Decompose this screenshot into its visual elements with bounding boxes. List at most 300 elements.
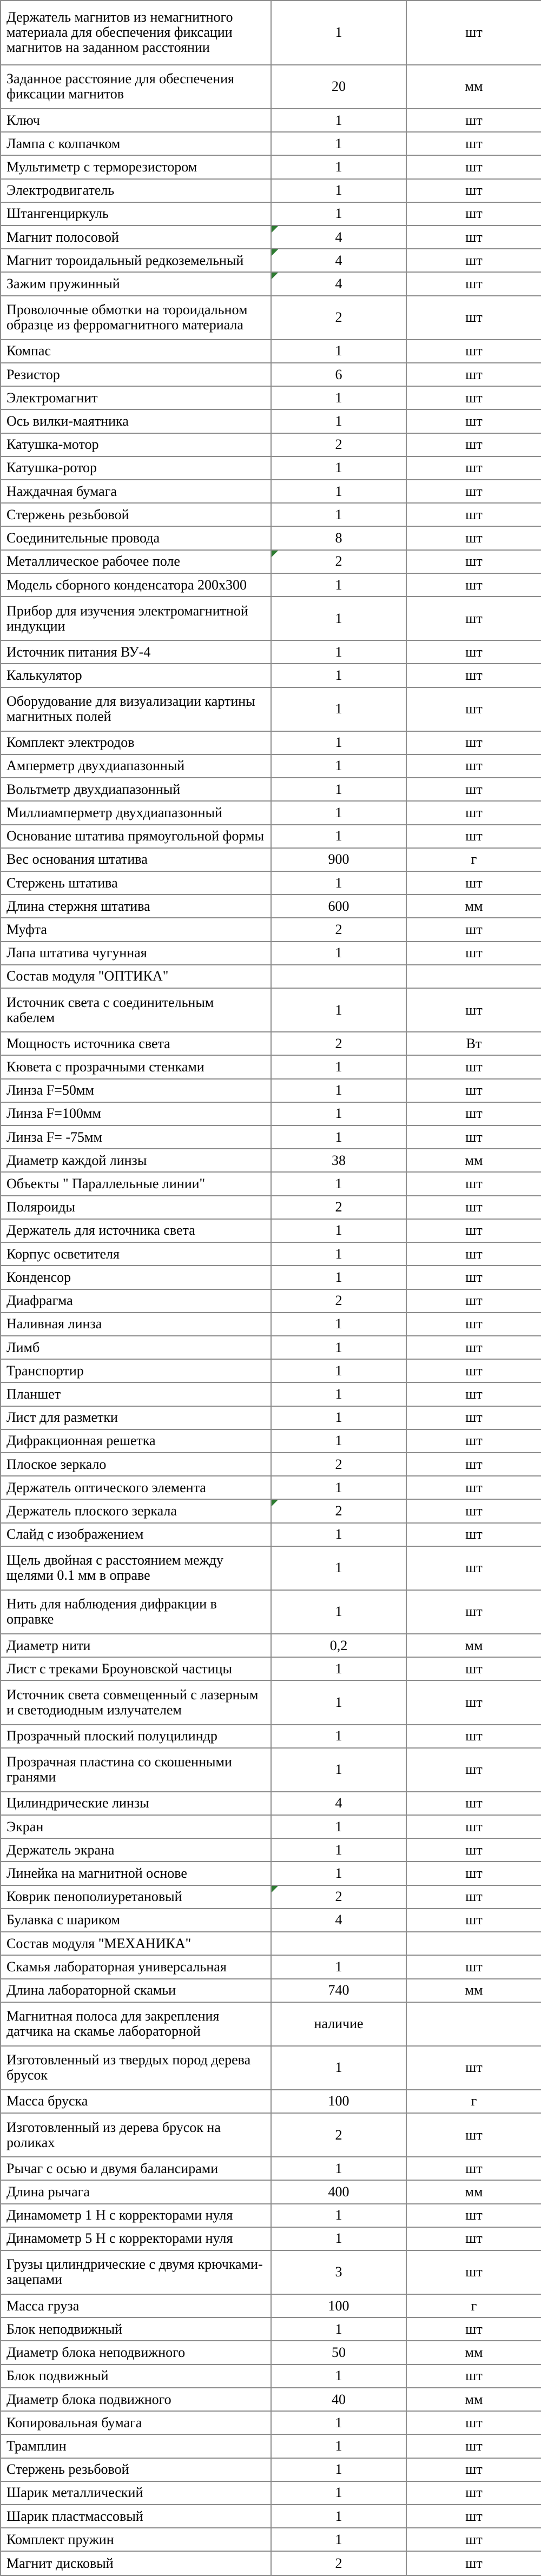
item-name-cell[interactable]: Блок неподвижный [1, 2317, 271, 2341]
item-unit-cell[interactable]: шт [406, 1838, 541, 1862]
item-quantity-cell[interactable] [271, 965, 406, 988]
item-quantity-cell[interactable]: 1 [271, 1680, 406, 1724]
item-unit-cell[interactable]: мм [406, 2180, 541, 2203]
item-name-cell[interactable]: Масса груза [1, 2294, 271, 2317]
item-name-cell[interactable]: Электромагнит [1, 386, 271, 409]
item-quantity-cell[interactable]: 2 [271, 550, 406, 573]
item-quantity-cell[interactable]: 40 [271, 2388, 406, 2411]
item-name-cell[interactable]: Щель двойная с расстоянием между щелями 0.1 мм в оправе [1, 1546, 271, 1590]
item-unit-cell[interactable]: шт [406, 871, 541, 895]
item-unit-cell[interactable]: шт [406, 202, 541, 226]
item-unit-cell[interactable]: шт [406, 1862, 541, 1885]
item-quantity-cell[interactable] [271, 1932, 406, 1955]
item-quantity-cell[interactable]: 1 [271, 640, 406, 664]
item-name-cell[interactable]: Основание штатива прямоугольной формы [1, 825, 271, 848]
item-quantity-cell[interactable]: 1 [271, 1313, 406, 1336]
item-name-cell[interactable]: Магнит полосовой [1, 226, 271, 249]
item-quantity-cell[interactable]: 1 [271, 597, 406, 640]
item-name-cell[interactable]: Линза F=100мм [1, 1102, 271, 1125]
item-unit-cell[interactable]: шт [406, 2505, 541, 2528]
item-name-cell[interactable]: Источник питания ВУ-4 [1, 640, 271, 664]
item-name-cell[interactable]: Диаметр блока подвижного [1, 2388, 271, 2411]
item-name-cell[interactable]: Линза F=50мм [1, 1079, 271, 1102]
item-quantity-cell[interactable]: 1 [271, 1546, 406, 1590]
item-unit-cell[interactable]: шт [406, 778, 541, 801]
item-name-cell[interactable]: Плоское зеркало [1, 1453, 271, 1476]
item-quantity-cell[interactable]: 1 [271, 778, 406, 801]
table-row [1, 296, 541, 340]
item-quantity-cell[interactable]: 1 [271, 340, 406, 363]
item-name-cell[interactable]: Источник света совмещенный с лазерным и светодиодным излучателем [1, 1680, 271, 1724]
item-unit-cell[interactable]: шт [406, 942, 541, 965]
item-unit-cell[interactable]: шт [406, 1266, 541, 1289]
item-name-cell[interactable]: Диаметр нити [1, 1634, 271, 1657]
item-quantity-cell[interactable]: 2 [271, 1289, 406, 1313]
item-name-cell[interactable]: Металлическое рабочее поле [1, 550, 271, 573]
item-quantity-cell[interactable]: 1 [271, 503, 406, 526]
item-quantity-cell[interactable]: 1 [271, 1725, 406, 1748]
item-unit-cell[interactable]: шт [406, 2317, 541, 2341]
item-quantity-cell[interactable]: 1 [271, 2046, 406, 2090]
item-unit-cell[interactable]: шт [406, 526, 541, 549]
item-unit-cell[interactable]: шт [406, 503, 541, 526]
item-quantity-cell[interactable]: 740 [271, 1979, 406, 2002]
item-name-cell[interactable]: Вес основания штатива [1, 848, 271, 871]
item-name-cell[interactable]: Держатель магнитов из немагнитного материала для обеспечения фиксации магнитов на заданном расстоянии [1, 1, 271, 65]
item-quantity-cell[interactable]: 4 [271, 226, 406, 249]
item-unit-cell[interactable]: шт [406, 1792, 541, 1815]
item-unit-cell[interactable]: шт [406, 2204, 541, 2227]
item-unit-cell[interactable]: шт [406, 1289, 541, 1313]
table-row [1, 503, 541, 526]
item-unit-cell[interactable]: шт [406, 456, 541, 480]
item-unit-cell[interactable]: шт [406, 1680, 541, 1724]
item-name-cell[interactable]: Лист с треками Броуновской частицы [1, 1657, 271, 1680]
item-name-cell[interactable]: Изготовленный из дерева брусок на роликах [1, 2113, 271, 2157]
item-quantity-cell[interactable]: 1 [271, 386, 406, 409]
item-unit-cell[interactable]: шт [406, 2113, 541, 2157]
item-unit-cell[interactable]: шт [406, 1748, 541, 1792]
item-unit-cell[interactable]: шт [406, 988, 541, 1032]
item-quantity-cell[interactable]: 1 [271, 2204, 406, 2227]
item-name-cell[interactable]: Объекты " Параллельные линии" [1, 1172, 271, 1195]
item-name-cell[interactable]: Поляроиды [1, 1196, 271, 1219]
item-name-cell[interactable]: Диаметр блока неподвижного [1, 2341, 271, 2364]
item-name-cell[interactable]: Прозрачный плоский полуцилиндр [1, 1725, 271, 1748]
item-name-cell[interactable]: Стержень резьбовой [1, 2458, 271, 2481]
item-unit-cell[interactable] [406, 965, 541, 988]
item-unit-cell[interactable]: шт [406, 409, 541, 433]
item-unit-cell[interactable]: шт [406, 1725, 541, 1748]
item-name-cell[interactable]: Конденсор [1, 1266, 271, 1289]
item-quantity-cell[interactable]: 50 [271, 2341, 406, 2364]
item-quantity-cell[interactable]: 1 [271, 664, 406, 687]
item-quantity-cell[interactable]: 2 [271, 2113, 406, 2157]
item-name-cell[interactable]: Стержень штатива [1, 871, 271, 895]
item-unit-cell[interactable]: шт [406, 1476, 541, 1499]
item-unit-cell[interactable]: шт [406, 1453, 541, 1476]
item-name-cell[interactable]: Комплект пружин [1, 2528, 271, 2551]
item-name-cell[interactable]: Дифракционная решетка [1, 1429, 271, 1453]
item-unit-cell[interactable]: мм [406, 1979, 541, 2002]
item-unit-cell[interactable]: шт [406, 1523, 541, 1546]
item-name-cell[interactable]: Наждачная бумага [1, 480, 271, 503]
item-unit-cell[interactable]: шт [406, 109, 541, 132]
item-unit-cell[interactable]: шт [406, 1955, 541, 1978]
item-unit-cell[interactable]: мм [406, 1634, 541, 1657]
item-unit-cell[interactable]: шт [406, 2157, 541, 2180]
item-quantity-cell[interactable]: 6 [271, 363, 406, 386]
item-quantity-cell[interactable]: 1 [271, 2227, 406, 2250]
item-name-cell[interactable]: Динамометр 1 Н с корректорами нуля [1, 2204, 271, 2227]
item-quantity-cell[interactable]: 4 [271, 1792, 406, 1815]
item-unit-cell[interactable]: шт [406, 1125, 541, 1149]
item-unit-cell[interactable]: шт [406, 2458, 541, 2481]
item-quantity-cell[interactable]: 1 [271, 1476, 406, 1499]
item-unit-cell[interactable]: шт [406, 1815, 541, 1838]
item-unit-cell[interactable]: шт [406, 480, 541, 503]
item-quantity-cell[interactable]: 2 [271, 1032, 406, 1055]
item-quantity-cell[interactable]: 1 [271, 1748, 406, 1792]
item-quantity-cell[interactable]: 2 [271, 2551, 406, 2575]
item-name-cell[interactable]: Слайд с изображением [1, 1523, 271, 1546]
table-row [1, 2002, 541, 2046]
item-unit-cell[interactable]: шт [406, 433, 541, 456]
item-unit-cell[interactable]: шт [406, 825, 541, 848]
item-name-cell[interactable]: Линейка на магнитной основе [1, 1862, 271, 1885]
item-unit-cell[interactable]: шт [406, 918, 541, 941]
item-quantity-cell[interactable]: 1 [271, 2157, 406, 2180]
item-name-cell[interactable]: Коврик пенополиуретановый [1, 1885, 271, 1909]
item-quantity-cell[interactable]: 1 [271, 109, 406, 132]
item-name-cell[interactable]: Изготовленный из твердых пород дерева брусок [1, 2046, 271, 2090]
item-quantity-cell[interactable]: 1 [271, 1815, 406, 1838]
item-unit-cell[interactable]: шт [406, 1102, 541, 1125]
item-name-cell[interactable]: Заданное расстояние для обеспечения фиксации магнитов [1, 65, 271, 109]
item-quantity-cell[interactable]: 1 [271, 2365, 406, 2388]
item-quantity-cell[interactable]: 1 [271, 155, 406, 178]
item-unit-cell[interactable]: шт [406, 1196, 541, 1219]
item-name-cell[interactable]: Компас [1, 340, 271, 363]
item-name-cell[interactable]: Ось вилки-маятника [1, 409, 271, 433]
item-quantity-cell[interactable]: 1 [271, 2458, 406, 2481]
item-name-cell[interactable]: Катушка-мотор [1, 433, 271, 456]
item-quantity-cell[interactable]: 600 [271, 895, 406, 918]
item-name-cell[interactable]: Оборудование для визуализации картины магнитных полей [1, 687, 271, 731]
item-quantity-cell[interactable]: 1 [271, 179, 406, 202]
item-name-cell[interactable]: Стержень резьбовой [1, 503, 271, 526]
item-quantity-cell[interactable]: 1 [271, 1055, 406, 1078]
item-unit-cell[interactable]: мм [406, 2341, 541, 2364]
item-unit-cell[interactable]: шт [406, 132, 541, 155]
item-name-cell[interactable]: Масса бруска [1, 2090, 271, 2113]
item-name-cell[interactable]: Ключ [1, 109, 271, 132]
item-quantity-cell[interactable]: 1 [271, 801, 406, 824]
item-name-cell[interactable]: Проволочные обмотки на тороидальном образце из ферромагнитного материала [1, 296, 271, 340]
item-quantity-cell[interactable]: 1 [271, 1382, 406, 1406]
item-quantity-cell[interactable]: 8 [271, 526, 406, 549]
item-quantity-cell[interactable]: 1 [271, 1955, 406, 1978]
item-unit-cell[interactable]: шт [406, 1406, 541, 1429]
item-unit-cell[interactable]: шт [406, 1885, 541, 1909]
item-unit-cell[interactable]: шт [406, 1429, 541, 1453]
item-quantity-cell[interactable]: 1 [271, 2317, 406, 2341]
item-name-cell[interactable]: Шарик пластмассовый [1, 2505, 271, 2528]
item-unit-cell[interactable]: шт [406, 664, 541, 687]
item-name-cell[interactable]: Наливная линза [1, 1313, 271, 1336]
item-unit-cell[interactable]: шт [406, 386, 541, 409]
item-unit-cell[interactable]: г [406, 2294, 541, 2317]
item-quantity-cell[interactable]: 1 [271, 202, 406, 226]
item-quantity-cell[interactable]: 100 [271, 2294, 406, 2317]
item-unit-cell[interactable]: шт [406, 550, 541, 573]
item-quantity-cell[interactable]: 1 [271, 1406, 406, 1429]
item-name-cell[interactable]: Модель сборного конденсатора 200х300 [1, 573, 271, 597]
table-row [1, 2180, 541, 2203]
item-name-cell[interactable]: Лампа с колпачком [1, 132, 271, 155]
item-name-cell[interactable]: Лист для разметки [1, 1406, 271, 1429]
item-quantity-cell[interactable]: 2 [271, 1453, 406, 1476]
item-quantity-cell[interactable]: 3 [271, 2250, 406, 2294]
item-name-cell[interactable]: Линза F= -75мм [1, 1125, 271, 1149]
item-name-cell[interactable]: Шарик металлический [1, 2481, 271, 2505]
table-row [1, 1, 541, 65]
item-name-cell[interactable]: Миллиамперметр двухдиапазонный [1, 801, 271, 824]
item-name-cell[interactable]: Прозрачная пластина со скошенными гранями [1, 1748, 271, 1792]
item-quantity-cell[interactable]: 1 [271, 480, 406, 503]
item-unit-cell[interactable]: шт [406, 2528, 541, 2551]
item-quantity-cell[interactable]: 1 [271, 1590, 406, 1634]
item-quantity-cell[interactable]: 1 [271, 409, 406, 433]
item-unit-cell[interactable]: шт [406, 1499, 541, 1522]
item-quantity-cell[interactable]: 1 [271, 1359, 406, 1382]
item-name-cell[interactable]: Трамплин [1, 2434, 271, 2458]
item-quantity-cell[interactable]: 1 [271, 1079, 406, 1102]
item-unit-cell[interactable]: шт [406, 801, 541, 824]
item-unit-cell[interactable]: шт [406, 1, 541, 65]
item-unit-cell[interactable]: шт [406, 296, 541, 340]
table-row [1, 2317, 541, 2341]
item-quantity-cell[interactable]: 2 [271, 918, 406, 941]
item-name-cell[interactable]: Магнитная полоса для закрепления датчика на скамье лабораторной [1, 2002, 271, 2046]
item-name-cell[interactable]: Мультиметр с терморезистором [1, 155, 271, 178]
item-name-cell[interactable]: Комплект электродов [1, 731, 271, 754]
item-quantity-cell[interactable]: 1 [271, 573, 406, 597]
item-unit-cell[interactable]: шт [406, 2250, 541, 2294]
item-unit-cell[interactable]: шт [406, 1219, 541, 1242]
item-quantity-cell[interactable]: 4 [271, 249, 406, 272]
item-unit-cell[interactable]: шт [406, 573, 541, 597]
item-unit-cell[interactable]: шт [406, 1172, 541, 1195]
item-name-cell[interactable]: Прибор для изучения электромагнитной индукции [1, 597, 271, 640]
item-name-cell[interactable]: Держатель плоского зеркала [1, 1499, 271, 1522]
item-quantity-cell[interactable]: 1 [271, 1523, 406, 1546]
item-unit-cell[interactable]: шт [406, 1657, 541, 1680]
item-quantity-cell[interactable]: 1 [271, 988, 406, 1032]
item-quantity-cell[interactable]: наличие [271, 2002, 406, 2046]
item-quantity-cell[interactable]: 1 [271, 825, 406, 848]
item-unit-cell[interactable]: г [406, 848, 541, 871]
item-quantity-cell[interactable]: 1 [271, 754, 406, 778]
item-name-cell[interactable]: Держатель экрана [1, 1838, 271, 1862]
item-quantity-cell[interactable]: 1 [271, 1838, 406, 1862]
item-name-cell[interactable]: Блок подвижный [1, 2365, 271, 2388]
item-name-cell[interactable]: Диаметр каждой линзы [1, 1149, 271, 1172]
item-quantity-cell[interactable]: 2 [271, 1196, 406, 1219]
item-name-cell[interactable]: Экран [1, 1815, 271, 1838]
item-quantity-cell[interactable]: 1 [271, 2434, 406, 2458]
item-quantity-cell[interactable]: 1 [271, 1657, 406, 1680]
item-quantity-cell[interactable]: 1 [271, 2528, 406, 2551]
item-quantity-cell[interactable]: 1 [271, 1219, 406, 1242]
item-name-cell[interactable]: Амперметр двухдиапазонный [1, 754, 271, 778]
item-name-cell[interactable]: Планшет [1, 1382, 271, 1406]
item-quantity-cell[interactable]: 100 [271, 2090, 406, 2113]
item-name-cell[interactable]: Рычаг с осью и двумя балансирами [1, 2157, 271, 2180]
item-name-cell[interactable]: Цилиндрические линзы [1, 1792, 271, 1815]
item-quantity-cell[interactable]: 2 [271, 1885, 406, 1909]
item-name-cell[interactable]: Транспортир [1, 1359, 271, 1382]
item-unit-cell[interactable]: мм [406, 1149, 541, 1172]
item-name-cell[interactable]: Нить для наблюдения дифракции в оправке [1, 1590, 271, 1634]
item-name-cell[interactable]: Резистор [1, 363, 271, 386]
item-quantity-cell[interactable]: 1 [271, 1242, 406, 1266]
item-name-cell[interactable]: Калькулятор [1, 664, 271, 687]
item-name-cell[interactable]: Длина рычага [1, 2180, 271, 2203]
item-unit-cell[interactable]: мм [406, 895, 541, 918]
item-unit-cell[interactable]: Вт [406, 1032, 541, 1055]
item-quantity-cell[interactable]: 2 [271, 1499, 406, 1522]
item-name-cell[interactable]: Лапа штатива чугунная [1, 942, 271, 965]
item-name-cell[interactable]: Кювета с прозрачными стенками [1, 1055, 271, 1078]
table-row [1, 1815, 541, 1838]
item-name-cell[interactable]: Лимб [1, 1336, 271, 1359]
item-unit-cell[interactable]: шт [406, 2411, 541, 2434]
item-quantity-cell[interactable]: 1 [271, 2505, 406, 2528]
item-unit-cell[interactable]: шт [406, 731, 541, 754]
item-name-cell[interactable]: Длина лабораторной скамьи [1, 1979, 271, 2002]
item-quantity-cell[interactable]: 1 [271, 942, 406, 965]
item-quantity-cell[interactable]: 1 [271, 1336, 406, 1359]
item-name-cell[interactable]: Диафрагма [1, 1289, 271, 1313]
item-quantity-cell[interactable]: 1 [271, 1125, 406, 1149]
item-unit-cell[interactable]: шт [406, 272, 541, 295]
item-unit-cell[interactable]: шт [406, 249, 541, 272]
item-name-cell[interactable]: Электродвигатель [1, 179, 271, 202]
item-name-cell[interactable]: Штангенциркуль [1, 202, 271, 226]
item-unit-cell[interactable]: шт [406, 226, 541, 249]
item-name-cell[interactable]: Магнит дисковый [1, 2551, 271, 2575]
item-unit-cell[interactable]: шт [406, 1590, 541, 1634]
item-unit-cell[interactable]: шт [406, 1055, 541, 1078]
item-name-cell[interactable]: Корпус осветителя [1, 1242, 271, 1266]
item-quantity-cell[interactable]: 20 [271, 65, 406, 109]
item-unit-cell[interactable]: шт [406, 179, 541, 202]
item-unit-cell[interactable]: шт [406, 155, 541, 178]
item-quantity-cell[interactable]: 0,2 [271, 1634, 406, 1657]
item-unit-cell[interactable]: шт [406, 1546, 541, 1590]
item-quantity-cell[interactable]: 1 [271, 1862, 406, 1885]
item-unit-cell[interactable] [406, 1932, 541, 1955]
item-name-cell[interactable]: Муфта [1, 918, 271, 941]
item-unit-cell[interactable]: шт [406, 1909, 541, 1932]
item-unit-cell[interactable]: шт [406, 687, 541, 731]
item-quantity-cell[interactable]: 1 [271, 2411, 406, 2434]
item-quantity-cell[interactable]: 4 [271, 1909, 406, 1932]
item-unit-cell[interactable]: шт [406, 2434, 541, 2458]
item-quantity-cell[interactable]: 1 [271, 1172, 406, 1195]
item-unit-cell[interactable]: шт [406, 363, 541, 386]
item-quantity-cell[interactable]: 400 [271, 2180, 406, 2203]
item-unit-cell[interactable]: г [406, 2090, 541, 2113]
item-name-cell[interactable]: Зажим пружинный [1, 272, 271, 295]
item-quantity-cell[interactable]: 4 [271, 272, 406, 295]
item-name-cell[interactable]: Мощность источника света [1, 1032, 271, 1055]
item-quantity-cell[interactable]: 1 [271, 1, 406, 65]
item-unit-cell[interactable]: мм [406, 65, 541, 109]
item-quantity-cell[interactable]: 1 [271, 2481, 406, 2505]
item-quantity-cell[interactable]: 2 [271, 296, 406, 340]
item-unit-cell[interactable]: шт [406, 1382, 541, 1406]
item-unit-cell[interactable]: шт [406, 1336, 541, 1359]
item-name-cell[interactable]: Катушка-ротор [1, 456, 271, 480]
item-unit-cell[interactable]: шт [406, 2365, 541, 2388]
item-name-cell[interactable]: Соединительные провода [1, 526, 271, 549]
item-quantity-cell[interactable]: 2 [271, 433, 406, 456]
item-unit-cell[interactable]: мм [406, 2388, 541, 2411]
item-name-cell[interactable]: Длина стержня штатива [1, 895, 271, 918]
item-name-cell[interactable]: Держатель для источника света [1, 1219, 271, 1242]
item-quantity-cell[interactable]: 1 [271, 1266, 406, 1289]
item-name-cell[interactable]: Держатель оптического элемента [1, 1476, 271, 1499]
item-quantity-cell[interactable]: 1 [271, 687, 406, 731]
item-name-cell[interactable]: Состав модуля "ОПТИКА" [1, 965, 271, 988]
item-unit-cell[interactable]: шт [406, 2046, 541, 2090]
item-quantity-cell[interactable]: 900 [271, 848, 406, 871]
item-name-cell[interactable]: Состав модуля "МЕХАНИКА" [1, 1932, 271, 1955]
item-quantity-cell[interactable]: 1 [271, 456, 406, 480]
item-name-cell[interactable]: Скамья лабораторная универсальная [1, 1955, 271, 1978]
item-quantity-cell[interactable]: 1 [271, 731, 406, 754]
item-name-cell[interactable]: Копировальная бумага [1, 2411, 271, 2434]
item-name-cell[interactable]: Булавка с шариком [1, 1909, 271, 1932]
item-unit-cell[interactable]: шт [406, 597, 541, 640]
item-unit-cell[interactable]: шт [406, 1313, 541, 1336]
item-name-cell[interactable]: Вольтметр двухдиапазонный [1, 778, 271, 801]
table-row [1, 2434, 541, 2458]
item-unit-cell[interactable]: шт [406, 340, 541, 363]
item-name-cell[interactable]: Грузы цилиндрические с двумя крючками-зацепами [1, 2250, 271, 2294]
item-quantity-cell[interactable]: 1 [271, 132, 406, 155]
item-name-cell[interactable]: Динамометр 5 Н с корректорами нуля [1, 2227, 271, 2250]
item-unit-cell[interactable]: шт [406, 1242, 541, 1266]
item-unit-cell[interactable]: шт [406, 1359, 541, 1382]
table-row [1, 1680, 541, 1724]
item-quantity-cell[interactable]: 1 [271, 1429, 406, 1453]
item-unit-cell[interactable]: шт [406, 2551, 541, 2575]
item-quantity-cell[interactable]: 1 [271, 871, 406, 895]
item-quantity-cell[interactable]: 38 [271, 1149, 406, 1172]
item-name-cell[interactable]: Магнит тороидальный редкоземельный [1, 249, 271, 272]
item-unit-cell[interactable]: шт [406, 2227, 541, 2250]
item-unit-cell[interactable]: шт [406, 1079, 541, 1102]
item-unit-cell[interactable]: шт [406, 2481, 541, 2505]
item-quantity-cell[interactable]: 1 [271, 1102, 406, 1125]
item-name-cell[interactable]: Источник света с соединительным кабелем [1, 988, 271, 1032]
item-unit-cell[interactable]: шт [406, 754, 541, 778]
item-unit-cell[interactable] [406, 2002, 541, 2046]
item-unit-cell[interactable]: шт [406, 640, 541, 664]
